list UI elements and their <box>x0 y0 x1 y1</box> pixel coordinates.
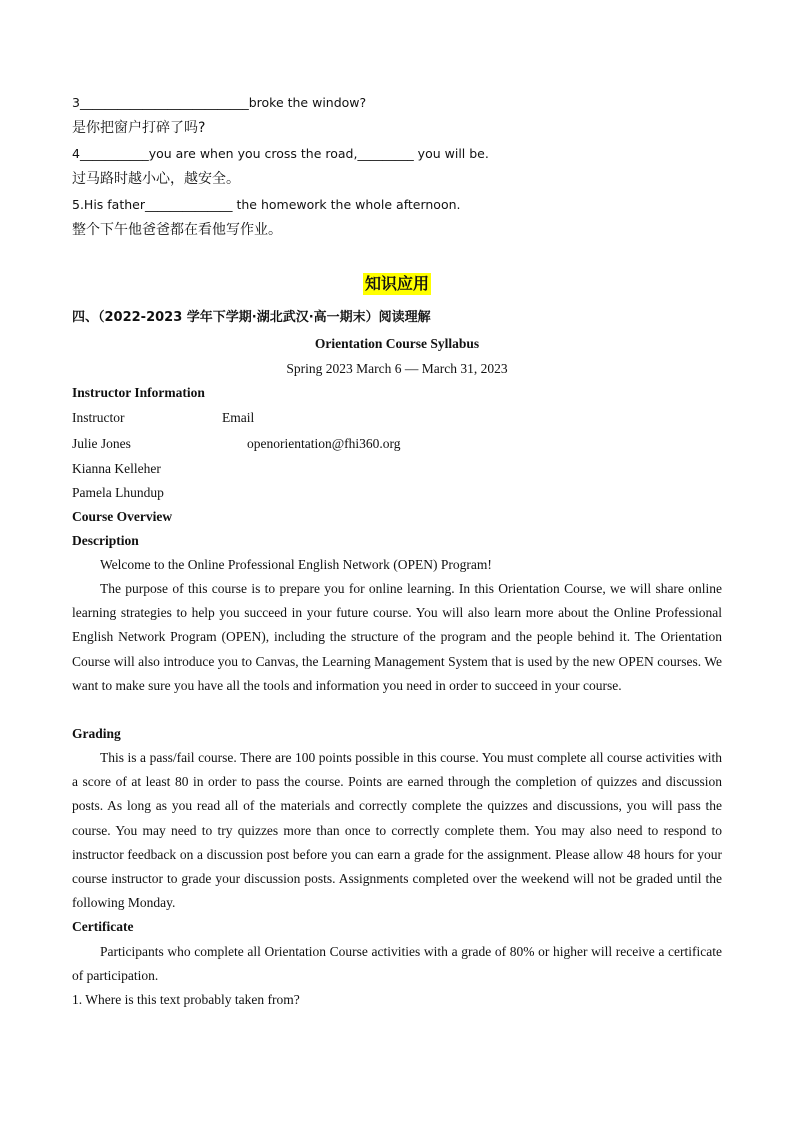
instructor-table-header <box>72 409 722 427</box>
col-email: Email <box>222 410 255 425</box>
instructor-name: Pamela Lhundup <box>72 485 164 500</box>
section-heading: 知识应用 <box>364 274 429 293</box>
instructor-name: Kianna Kelleher <box>72 461 161 476</box>
exercise-5-chinese: 整个下午他爸爸都在看他写作业。 <box>72 222 282 238</box>
instructor-heading: Instructor Information <box>72 385 205 400</box>
exercise-3-chinese: 是你把窗户打碎了吗? <box>72 120 206 136</box>
instructor-email: openorientation@fhi360.org <box>247 436 401 451</box>
question-1: 1. Where is this text probably taken from? <box>72 992 300 1007</box>
exercise-4-chinese: 过马路时越小心，越安全。 <box>72 171 240 187</box>
overview-heading: Course Overview <box>72 509 173 524</box>
description-paragraph-2: The purpose of this course is to prepare you for online learning. In this Orientation Course, we will share online learning strategies to help you succeed in your future course. You will also learn more about the Online Professional English Network Program (OPEN), including the structure of the program and the people behind it. The Orientation Course will also introduce you to Canvas, the Learning Management System that is used by the new OPEN courses. We want to make sure you have all the tools and information you need in order to succeed in your course. <box>72 581 722 693</box>
exercise-4-english: 4___________you are when you cross the road,_________ you will be. <box>72 146 489 161</box>
instructor-name: Julie Jones <box>72 436 131 451</box>
grading-heading: Grading <box>72 726 121 741</box>
grading-paragraph: This is a pass/fail course. There are 100 points possible in this course. You must complete all course activities with a score of at least 80 in order to pass the course. Points are earned through the completion of quizzes and discussion posts. As long as you read all of the materials and correctly complete the quizzes and discussions, you will pass the course. You may need to try quizzes more than once to correctly complete them. You may also need to respond to instructor feedback on a discussion post before you can earn a grade for the assignment. Please allow 48 hours for your course instructor to grade your discussion posts. Assignments completed over the weekend will not be graded until the following Monday. <box>72 750 722 911</box>
col-instructor: Instructor <box>72 410 125 425</box>
certificate-heading: Certificate <box>72 919 134 934</box>
article-title: Orientation Course Syllabus <box>314 336 480 351</box>
section-heading-wrap <box>0 273 794 295</box>
description-paragraph-1: Welcome to the Online Professional English Network (OPEN) Program! <box>100 557 492 572</box>
instructor-row <box>72 435 722 453</box>
exercise-5-english: 5.His father______________ the homework the whole afternoon. <box>72 197 461 212</box>
exercise-3-english: 3___________________________broke the window? <box>72 95 367 110</box>
article-dates: Spring 2023 March 6 — March 31, 2023 <box>286 361 508 376</box>
question-source: 四、（2022-2023 学年下学期·湖北武汉·高一期末）阅读理解 <box>72 310 431 325</box>
certificate-paragraph: Participants who complete all Orientation Course activities with a grade of 80% or higher will receive a certificate of participation. <box>72 944 722 984</box>
description-heading: Description <box>72 533 139 548</box>
